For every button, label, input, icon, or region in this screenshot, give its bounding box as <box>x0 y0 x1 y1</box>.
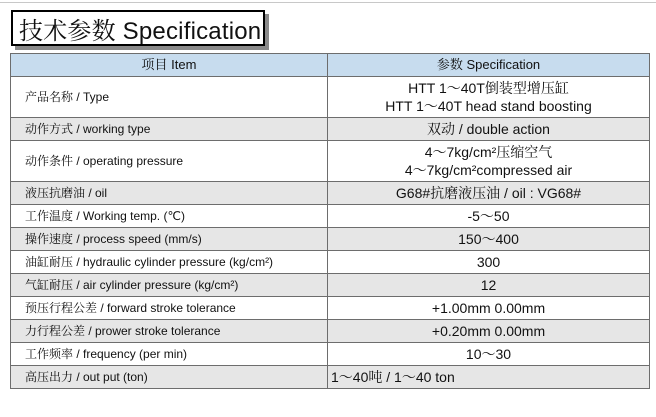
row-value: 1～40吨 / 1～40 ton <box>328 366 650 389</box>
row-value-line: 4～7kg/cm²压缩空气 <box>424 144 553 160</box>
table-row <box>11 251 650 274</box>
table-row <box>11 297 650 320</box>
table-row <box>11 141 650 182</box>
top-rule <box>0 2 656 3</box>
row-label: 操作速度 / process speed (mm/s) <box>11 228 328 251</box>
row-label: 力行程公差 / prower stroke tolerance <box>11 320 328 343</box>
table-row <box>11 228 650 251</box>
row-value: -5～50 <box>328 205 650 228</box>
row-value: 300 <box>328 251 650 274</box>
table-row <box>11 366 650 389</box>
row-label: 动作条件 / operating pressure <box>11 141 328 182</box>
section-title: 技术参数 Specification <box>19 17 262 45</box>
row-label: 工作频率 / frequency (per min) <box>11 343 328 366</box>
row-label: 预压行程公差 / forward stroke tolerance <box>11 297 328 320</box>
row-value-line: HTT 1～40T head stand boosting <box>385 98 592 114</box>
row-label: 油缸耐压 / hydraulic cylinder pressure (kg/cm²) <box>11 251 328 274</box>
row-value-line: HTT 1～40T倒装型增压缸 <box>408 80 569 96</box>
row-label: 工作温度 / Working temp. (℃) <box>11 205 328 228</box>
column-header-spec: 参数 Specification <box>328 54 650 77</box>
row-value <box>328 141 650 182</box>
row-label: 气缸耐压 / air cylinder pressure (kg/cm²) <box>11 274 328 297</box>
row-label: 液压抗磨油 / oil <box>11 182 328 205</box>
table-row <box>11 182 650 205</box>
row-label: 高压出力 / out put (ton) <box>11 366 328 389</box>
row-value: 10～30 <box>328 343 650 366</box>
table-row <box>11 77 650 118</box>
row-value: +0.20mm 0.00mm <box>328 320 650 343</box>
table-row <box>11 205 650 228</box>
row-label: 动作方式 / working type <box>11 118 328 141</box>
row-value: 12 <box>328 274 650 297</box>
row-value: +1.00mm 0.00mm <box>328 297 650 320</box>
row-value: G68#抗磨液压油 / oil : VG68# <box>328 182 650 205</box>
table-header-row <box>11 54 650 77</box>
table-row <box>11 274 650 297</box>
column-header-item: 项目 Item <box>11 54 328 77</box>
table-row <box>11 320 650 343</box>
section-title-box <box>11 10 265 46</box>
row-value: 双动 / double action <box>328 118 650 141</box>
row-label: 产品名称 / Type <box>11 77 328 118</box>
table-row <box>11 343 650 366</box>
row-value <box>328 77 650 118</box>
row-value-line: 4～7kg/cm²compressed air <box>404 162 573 178</box>
table-row <box>11 118 650 141</box>
row-value: 150～400 <box>328 228 650 251</box>
specification-table <box>10 53 650 389</box>
